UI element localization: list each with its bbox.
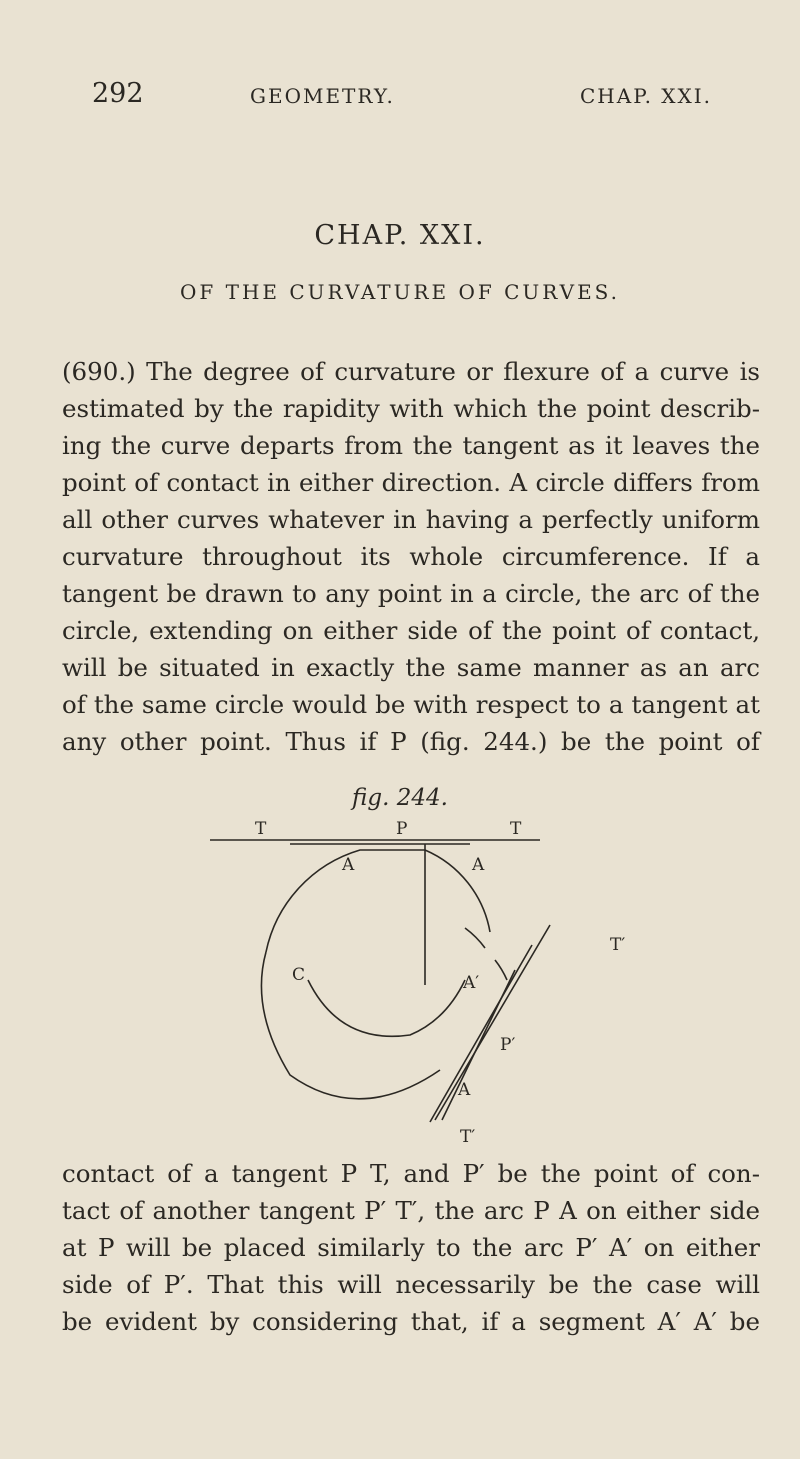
label-a-right: A (472, 855, 485, 875)
label-c: C (292, 965, 306, 985)
label-p-prime: P′ (500, 1035, 516, 1055)
chapter-subtitle: OF THE CURVATURE OF CURVES. (179, 280, 621, 304)
figure-244 (210, 820, 640, 1155)
page-number: 292 (92, 78, 144, 109)
circle-arc (266, 850, 490, 952)
circle-arc (308, 980, 465, 1036)
tangent-line-p-prime (430, 945, 532, 1122)
text-line: estimated by the rapidity with which the point describ- (62, 394, 760, 423)
running-chapter: CHAP. XXI. (580, 84, 713, 108)
text-line: tact of another tangent P′ T′, the arc P A on either side (62, 1196, 760, 1225)
chapter-title: CHAP. XXI. (314, 220, 486, 251)
label-a-prime: A′ (463, 973, 480, 993)
paragraph-690 (62, 353, 760, 760)
label-p: P (396, 820, 408, 839)
text-line: curvature throughout its whole circumference. If a (62, 542, 760, 571)
figure-caption: fig. 244. (352, 785, 448, 811)
running-head (0, 78, 800, 118)
text-line: side of P′. That this will necessarily be the case will (62, 1270, 760, 1299)
paragraph-690-continued (62, 1155, 760, 1340)
circle-arc (261, 952, 440, 1099)
text-line: all other curves whatever in having a perfectly uniform (62, 505, 760, 534)
label-a-left: A (342, 855, 355, 875)
text-line: ing the curve departs from the tangent as it leaves the (62, 431, 760, 460)
label-a-lower: A (458, 1080, 471, 1100)
label-t-prime: T′ (610, 935, 626, 955)
text-line: any other point. Thus if P (fig. 244.) be the point of (62, 727, 760, 756)
text-line: be evident by considering that, if a segment A′ A′ be (62, 1307, 760, 1336)
running-title: GEOMETRY. (250, 84, 395, 108)
tangent-line-p-prime (435, 925, 550, 1120)
text-line: contact of a tangent P T, and P′ be the point of con- (62, 1159, 760, 1188)
text-line: of the same circle would be with respect to a tangent at (62, 690, 760, 719)
text-line: will be situated in exactly the same manner as an arc (62, 653, 760, 682)
text-line: circle, extending on either side of the point of contact, (62, 616, 760, 645)
figure-diagram (210, 820, 640, 1155)
label-t-left: T (255, 820, 267, 839)
label-t-lower: T′ (460, 1127, 476, 1147)
text-line: (690.) The degree of curvature or flexure of a curve is (62, 357, 760, 386)
text-line: tangent be drawn to any point in a circle, the arc of the (62, 579, 760, 608)
text-line: point of contact in either direction. A circle differs from (62, 468, 760, 497)
text-line: at P will be placed similarly to the arc P′ A′ on either (62, 1233, 760, 1262)
label-t-right: T (510, 820, 522, 839)
